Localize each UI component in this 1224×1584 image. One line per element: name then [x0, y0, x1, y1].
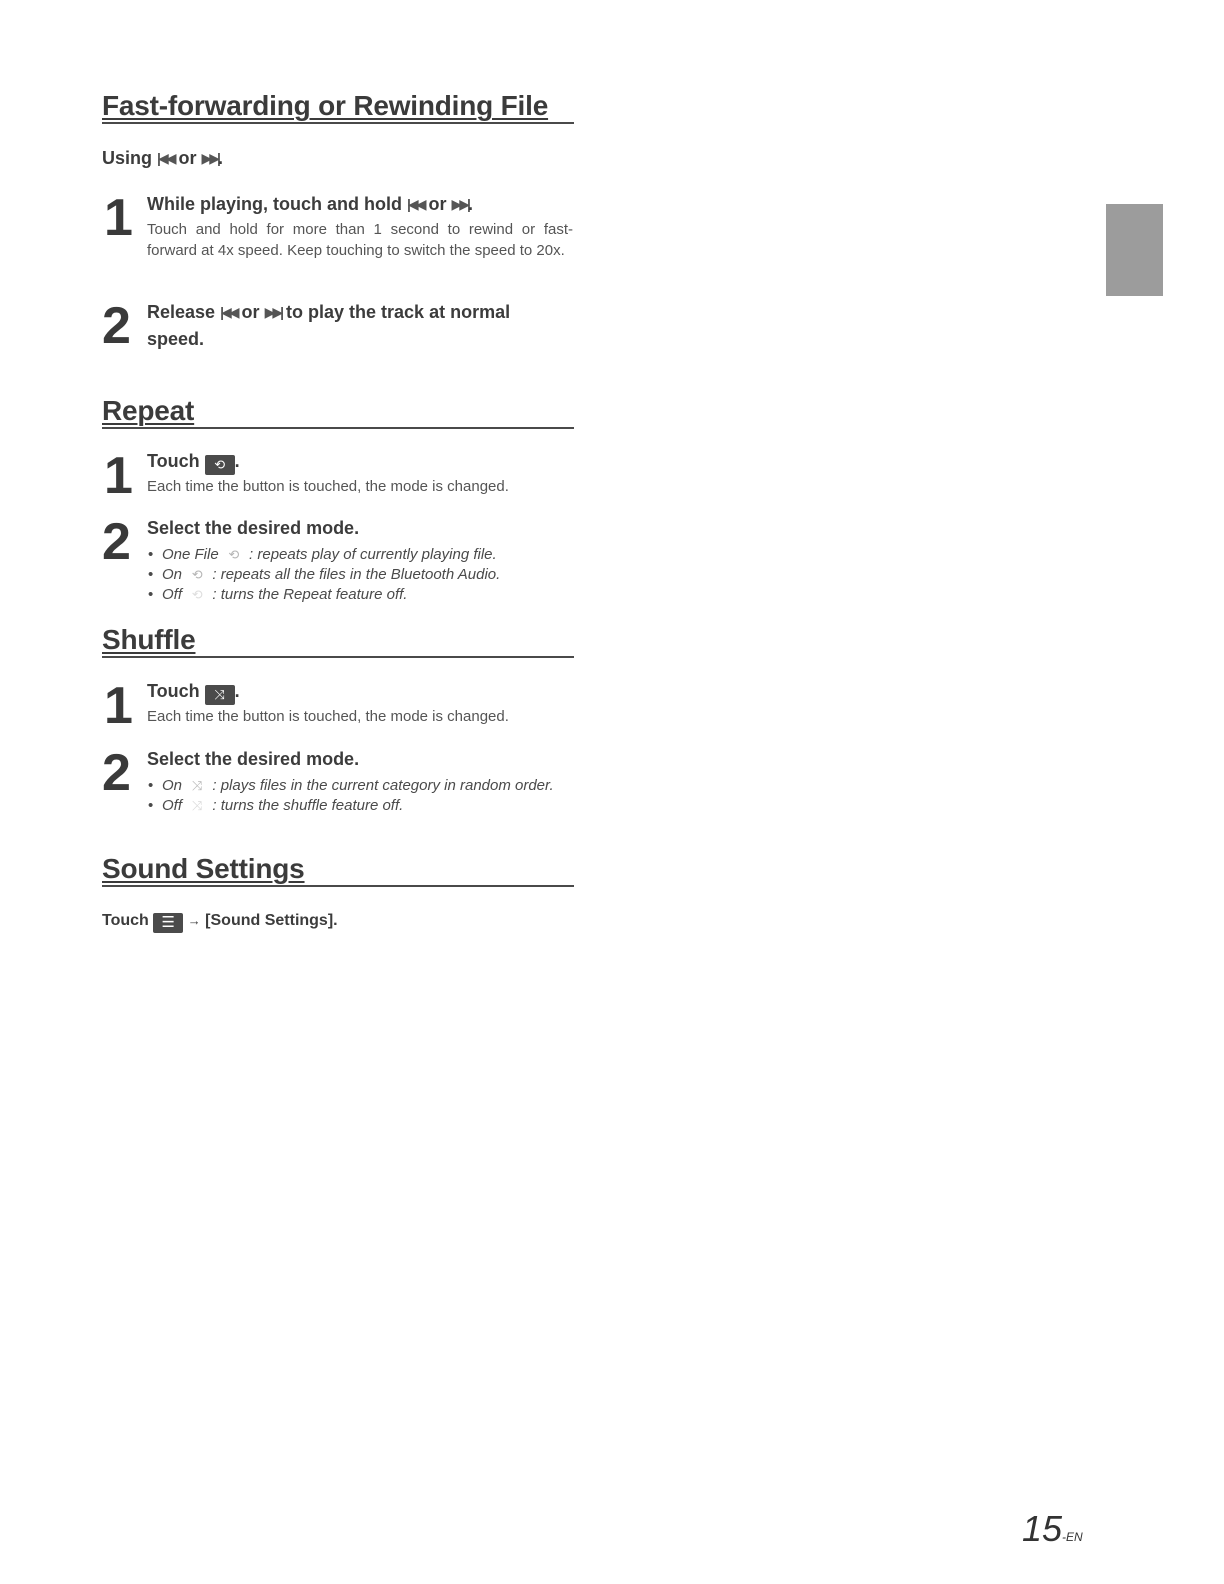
- step-number: 1: [104, 189, 133, 247]
- repeat-icon: ⟲: [205, 455, 235, 475]
- list-item: • One File ⟲ : repeats play of currently playing file.: [148, 546, 497, 563]
- list-item: • On ⤨ : plays files in the current category in random order.: [148, 777, 554, 794]
- repeat-mode-list: [148, 545, 500, 605]
- list-item: • Off ⟲ : turns the Repeat feature off.: [148, 586, 408, 603]
- section-title-repeat: Repeat: [102, 395, 574, 429]
- shuffle-on-icon: ⤨: [191, 778, 203, 793]
- repeat-all-icon: ⟲: [191, 567, 203, 582]
- skip-forward-icon: ▶▶|: [201, 150, 218, 166]
- step-number: 1: [104, 447, 133, 505]
- skip-forward-icon: ▶▶|: [264, 304, 282, 320]
- step-title: Select the desired mode.: [147, 749, 360, 769]
- using-line: Using |◀◀ or ▶▶|.: [102, 148, 223, 168]
- skip-back-icon: |◀◀: [407, 196, 424, 212]
- list-item: • Off ⤨ : turns the shuffle feature off.: [148, 797, 404, 814]
- section-title-fast-forward: Fast-forwarding or Rewinding File: [102, 90, 574, 124]
- step-title: While playing, touch and hold |◀◀ or ▶▶|.: [147, 194, 473, 214]
- step-title: Touch ⤨ .: [147, 680, 240, 705]
- sound-settings-instruction: Touch ☰ → [Sound Settings].: [102, 912, 338, 931]
- step-number: 2: [102, 744, 131, 802]
- chapter-tab: [1106, 204, 1163, 296]
- list-item: • On ⟲ : repeats all the files in the Bluetooth Audio.: [148, 566, 501, 583]
- step-body: Touch and hold for more than 1 second to rewind or fast-forward at 4x speed. Keep touching to switch the speed to 20x.: [147, 221, 573, 259]
- step-title: Touch ⟲ .: [147, 450, 240, 475]
- step-number: 1: [104, 677, 133, 735]
- shuffle-off-icon: ⤨: [191, 798, 203, 813]
- step-title-continued: speed.: [147, 329, 205, 349]
- arrow-right-icon: →: [187, 913, 201, 928]
- repeat-off-icon: ⟲: [191, 587, 203, 602]
- skip-back-icon: |◀◀: [220, 304, 237, 320]
- skip-back-icon: |◀◀: [157, 150, 174, 166]
- step-title: Release |◀◀ or ▶▶| to play the track at normal: [147, 302, 511, 322]
- skip-forward-icon: ▶▶|: [451, 196, 468, 212]
- step-title: Select the desired mode.: [147, 518, 360, 538]
- step-body: Each time the button is touched, the mode is changed.: [147, 478, 509, 495]
- shuffle-icon: ⤨: [205, 685, 235, 705]
- menu-icon: ☰: [153, 913, 183, 933]
- section-title-shuffle: Shuffle: [102, 624, 574, 658]
- section-title-sound-settings: Sound Settings: [102, 853, 574, 887]
- step-number: 2: [102, 513, 131, 571]
- step-number: 2: [102, 297, 131, 355]
- shuffle-mode-list: [148, 776, 554, 816]
- repeat-one-icon: ⟲: [228, 547, 240, 562]
- step-body: Each time the button is touched, the mode is changed.: [147, 708, 509, 725]
- page-number: 15-EN: [1022, 1508, 1083, 1549]
